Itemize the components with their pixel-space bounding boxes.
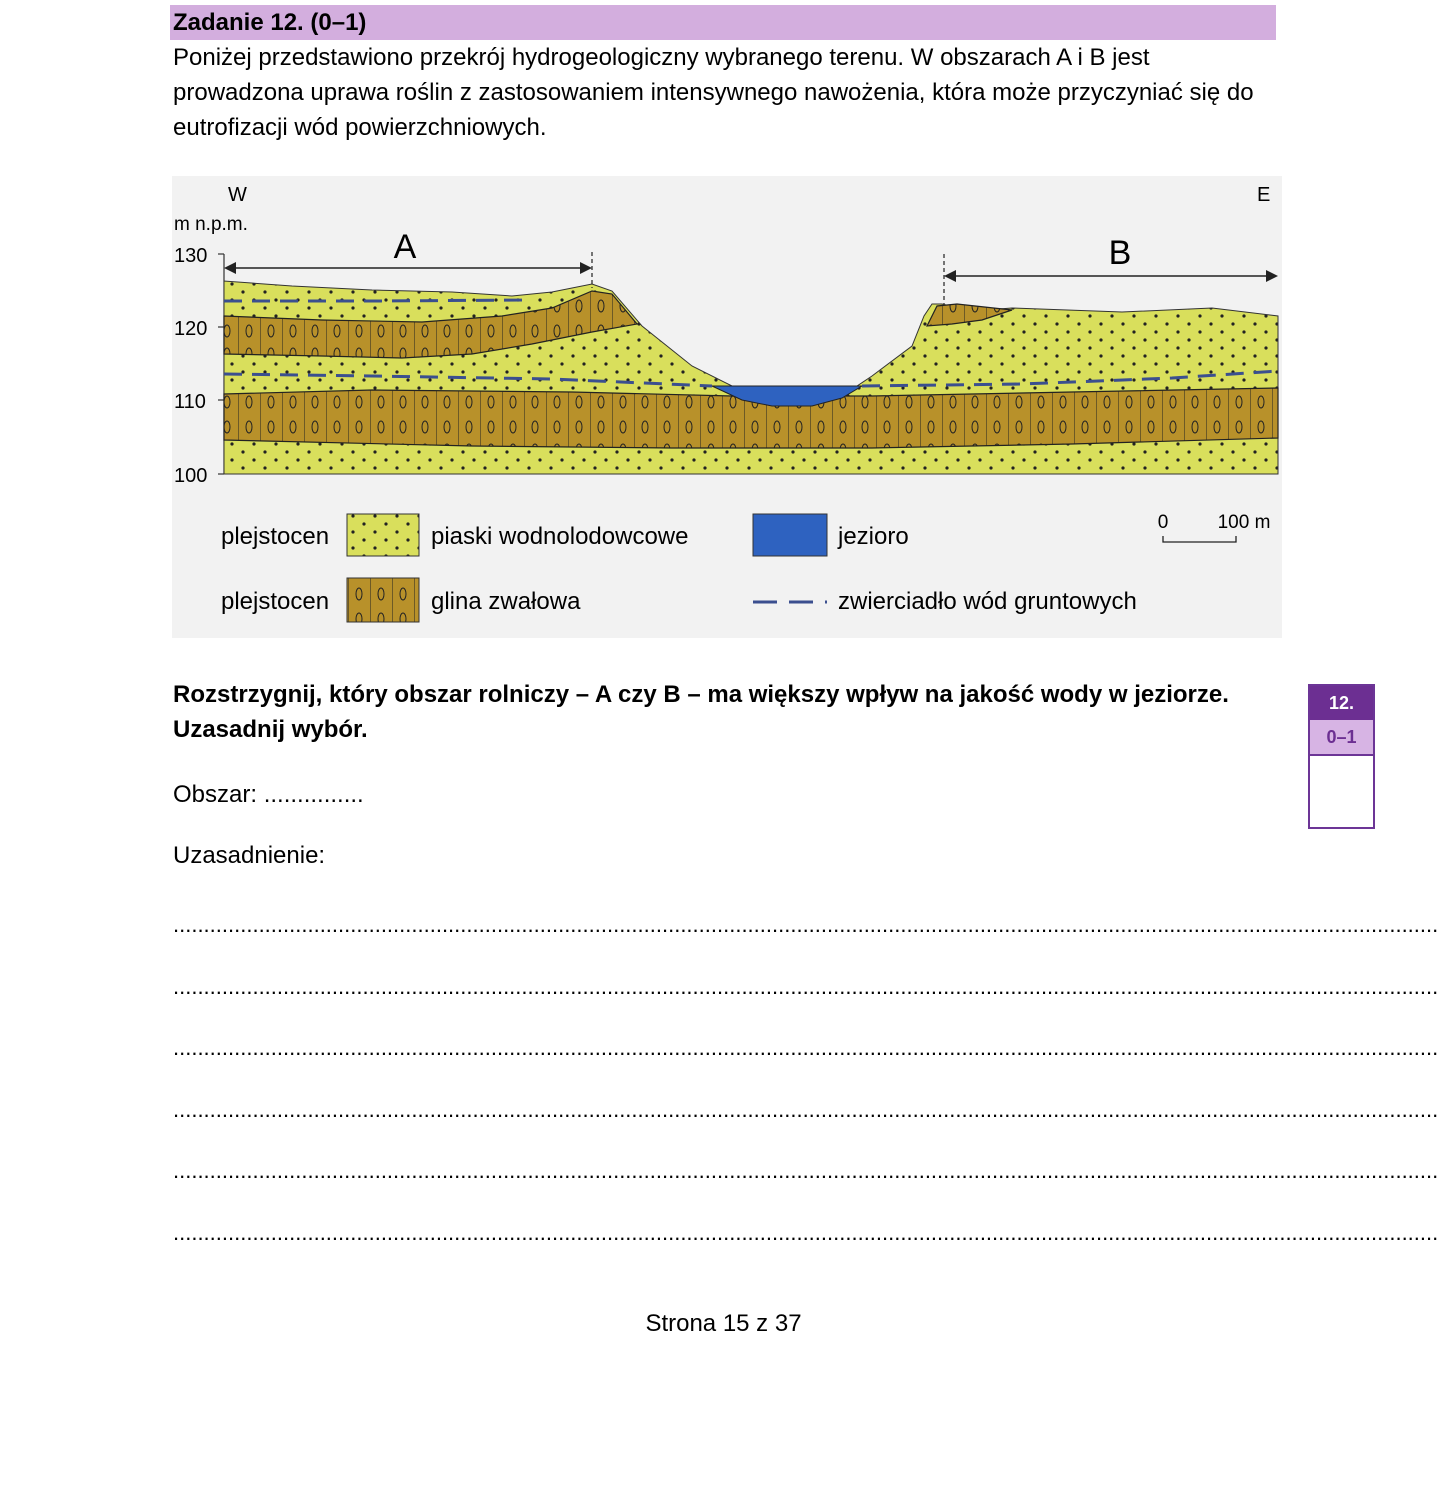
y-tick-110: 110	[174, 391, 206, 413]
task-intro: Poniżej przedstawiono przekrój hydrogeologiczny wybranego terenu. W obszarach A i B jest prowadzona uprawa roślin z zastosowaniem intensywnego nawożenia, która może przyczyniać się do eutrofizacji wód powierzchniowych.	[173, 44, 1254, 141]
legend-sand-swatch	[347, 514, 419, 556]
score-box	[1308, 684, 1375, 829]
justification-label: Uzasadnienie:	[173, 842, 326, 869]
legend-water-table-label: zwierciadło wód gruntowych	[838, 588, 1137, 615]
task-header: Zadanie 12. (0–1)	[170, 5, 1276, 40]
direction-west: W	[228, 184, 247, 206]
legend-till-label: glina zwałowa	[431, 588, 581, 615]
legend-sand-label: piaski wodnolodowcowe	[431, 523, 689, 550]
score-entry-cell[interactable]	[1310, 756, 1373, 829]
score-task-number: 12.	[1310, 686, 1373, 720]
direction-east: E	[1257, 184, 1271, 206]
legend-till-swatch	[347, 578, 419, 622]
hydrogeological-cross-section	[172, 176, 1282, 638]
area-a-label: A	[393, 228, 417, 266]
area-b-label: B	[1108, 234, 1132, 272]
legend-lake-label: jezioro	[838, 523, 909, 550]
answer-line[interactable]: ...............................................................................................................................................................................................................	[173, 1158, 1439, 1183]
page-footer: Strona 15 z 37	[645, 1310, 802, 1337]
legend-epoch-1: plejstocen	[221, 523, 330, 550]
answer-line[interactable]: ...............................................................................................................................................................................................................	[173, 1220, 1439, 1245]
y-tick-130: 130	[174, 245, 208, 267]
legend-lake-swatch	[753, 514, 827, 556]
score-range: 0–1	[1310, 720, 1373, 756]
question-prompt: Rozstrzygnij, który obszar rolniczy – A czy B – ma większy wpływ na jakość wody w jeziorze. Uzasadnij wybór.	[173, 681, 1229, 743]
answer-line[interactable]: ...............................................................................................................................................................................................................	[173, 912, 1439, 937]
legend-epoch-2: plejstocen	[221, 588, 330, 615]
area-answer-field[interactable]: Obszar: ...............	[173, 781, 364, 808]
y-axis-unit: m n.p.m.	[174, 214, 248, 235]
scale-zero: 0	[1157, 512, 1169, 533]
answer-line[interactable]: ...............................................................................................................................................................................................................	[173, 1097, 1439, 1122]
answer-line[interactable]: ...............................................................................................................................................................................................................	[173, 1035, 1439, 1060]
y-tick-100: 100	[174, 465, 208, 487]
answer-line[interactable]: ...............................................................................................................................................................................................................	[173, 974, 1439, 999]
scale-end: 100 m	[1217, 512, 1271, 533]
y-tick-120: 120	[174, 318, 208, 340]
